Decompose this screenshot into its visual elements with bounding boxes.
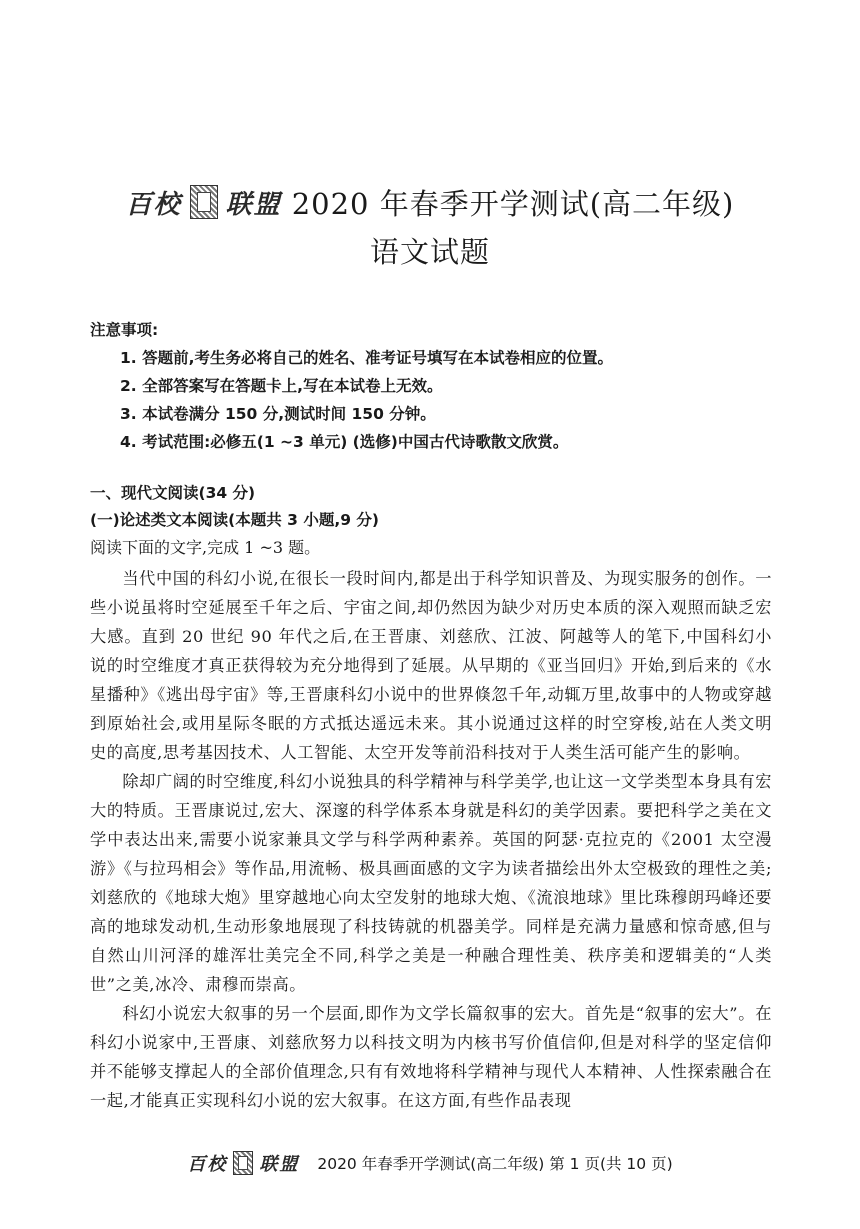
footer-page-info: 2020 年春季开学测试(高二年级) 第 1 页(共 10 页) [317,1155,673,1173]
seal-icon [190,185,218,219]
part-heading: 一、现代文阅读(34 分) [90,484,256,502]
footer-logo-right-text: 联盟 [259,1154,300,1175]
page-footer [0,1150,860,1176]
footer-logo [187,1150,299,1176]
passage-paragraph: 除却广阔的时空维度,科幻小说独具的科学精神与科学美学,也让这一文学类型本身具有宏大的特质。王晋康说过,宏大、深邃的科学体系本身就是科幻的美学因素。要把科学之美在文学中表达出来,需要小说家兼具文学与科学两种素养。英国的阿瑟·克拉克的《2001 太空漫游》《与拉玛相会》等作品,用流畅、极具画面感的文字为读者描绘出外太空极致的理性之美;刘慈欣的《地球大炮》里穿越地心向太空发射的地球大炮、《流浪地球》里比珠穆朗玛峰还要高的地球发动机,生动形象地展现了科技铸就的机器美学。同样是充满力量感和惊奇感,但与自然山川河泽的雄浑壮美完全不同,科学之美是一种融合理性美、秩序美和逻辑美的“人类世”之美,冰冷、肃穆而崇高。 [90,772,772,994]
brand-logo [126,184,282,221]
subpart-heading: (一)论述类文本阅读(本题共 3 小题,9 分) [90,511,379,529]
reading-instruction: 阅读下面的文字,完成 1 ~3 题。 [90,538,321,557]
footer-seal-icon [233,1151,253,1175]
notice-item: 2. 全部答案写在答题卡上,写在本试卷上无效。 [120,377,443,395]
page-title: 2020 年春季开学测试(高二年级) [291,186,735,221]
notice-item: 4. 考试范围:必修五(1 ~3 单元) (选修)中国古代诗歌散文欣赏。 [120,433,569,451]
logo-left-text: 百校 [125,189,182,220]
passage-paragraph: 科幻小说宏大叙事的另一个层面,即作为文学长篇叙事的宏大。首先是“叙事的宏大”。在科幻小说家中,王晋康、刘慈欣努力以科技文明为内核书写价值信仰,但是对科学的坚定信仰并不能够支撑起人的全部价值理念,只有有效地将科学精神与现代人本精神、人性探索融合在一起,才能真正实现科幻小说的宏大叙事。在这方面,有些作品表现 [90,1004,772,1110]
footer-logo-left-text: 百校 [187,1154,228,1175]
reading-passage [90,564,772,1115]
logo-right-text: 联盟 [225,189,282,220]
page-subtitle: 语文试题 [369,235,490,269]
notice-block [90,316,790,456]
notice-heading: 注意事项: [90,321,159,339]
title-row [0,180,860,224]
passage-paragraph: 当代中国的科幻小说,在很长一段时间内,都是出于科学知识普及、为现实服务的创作。一些小说虽将时空延展至千年之后、宇宙之间,却仍然因为缺少对历史本质的深入观照而缺乏宏大感。直到 20 世纪 90 年代之后,在王晋康、刘慈欣、江波、阿越等人的笔下,中国科幻小说的时空维度才真正获得较为充分地得到了延展。从早期的《亚当回归》开始,到后来的《水星播种》《逃出母宇宙》等,王晋康科幻小说中的世界倏忽千年,动辄万里,故事中的人物或穿越到原始社会,或用星际冬眠的方式抵达遥远未来。其小说通过这样的时空穿梭,站在人类文明史的高度,思考基因技术、人工智能、太空开发等前沿科技对于人类生活可能产生的影响。 [90,569,772,762]
notice-item: 1. 答题前,考生务必将自己的姓名、准考证号填写在本试卷相应的位置。 [120,349,613,367]
section-heading-block [90,480,780,561]
page-header [0,180,860,271]
notice-item: 3. 本试卷满分 150 分,测试时间 150 分钟。 [120,405,436,423]
